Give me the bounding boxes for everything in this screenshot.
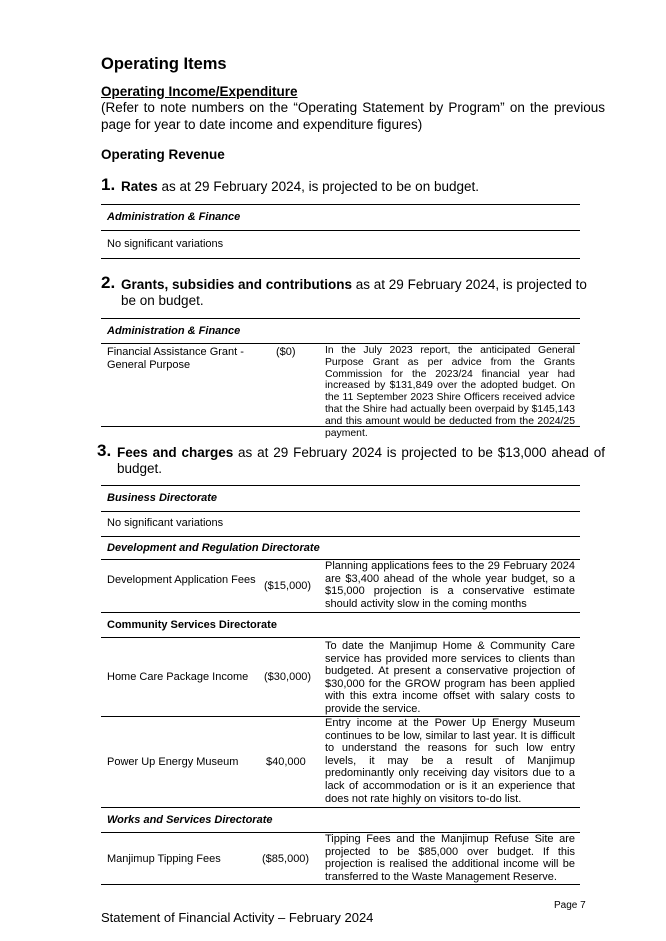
category-label: Administration & Finance [107, 211, 241, 223]
line-item-description: In the July 2023 report, the anticipated General Purpose Grant as per advice from the Grants Commission for the 2023/24 financial year had increased by $131,849 over the adopted budget. On the 11 September 2023 Shire Officers received advice that the Shire had actually been overpaid by $145,143 and this amount would be deducted from the 2024/25 payment. [325, 345, 575, 439]
line-item-amount: ($85,000) [262, 853, 310, 865]
page-number: Page 7 [554, 900, 586, 911]
line-item-name: Development Application Fees [107, 574, 256, 586]
line-item-amount: ($30,000) [264, 671, 312, 683]
category-label: Administration & Finance [107, 325, 241, 337]
section-text: as at 29 February 2024 is projected to be $13,000 ahead of budget. [117, 445, 605, 476]
line-item-name: Manjimup Tipping Fees [107, 853, 221, 865]
no-variations-note: No significant variations [107, 517, 224, 529]
table-rule [101, 230, 580, 231]
line-item-name: Financial Assistance Grant - General Purpose [107, 346, 244, 371]
section-number: 3. [97, 441, 112, 460]
section-number: 1. [101, 175, 116, 194]
section-2-heading [101, 273, 605, 309]
revenue-heading: Operating Revenue [101, 147, 225, 162]
line-item-description: Planning applications fees to the 29 February 2024 are $3,400 ahead of the whole year budget, so a $15,000 projection is a conservative estimate should activity slow in the coming months [325, 560, 575, 610]
table-rule [101, 637, 580, 638]
subheading: Operating Income/Expenditure [101, 84, 298, 99]
line-item-name: Power Up Energy Museum [107, 756, 239, 768]
table-rule [101, 343, 580, 344]
section-3-heading [97, 441, 605, 477]
category-label: Development and Regulation Directorate [107, 542, 320, 554]
table-rule [101, 258, 580, 259]
section-number: 2. [101, 273, 116, 292]
page-heading: Operating Items [101, 55, 227, 73]
intro-text: (Refer to note numbers on the “Operating Statement by Program” on the previous page for year to date income and expenditure figures) [101, 100, 605, 132]
line-item-description: Tipping Fees and the Manjimup Refuse Site are projected to be $85,000 over budget. If this projection is realised the additional income will be transferred to the Waste Management Reserve. [325, 833, 575, 883]
table-rule [101, 807, 580, 808]
table-rule [101, 485, 580, 486]
line-item-amount: ($0) [276, 346, 296, 358]
line-item-description: To date the Manjimup Home & Community Care service has provided more services to clients than budgeted. At present a conservative projection of $30,000 for the GROW program has been applied with this extra income offset with salary costs to provide the service. [325, 640, 575, 715]
section-title: Rates [121, 179, 158, 194]
section-title: Grants, subsidies and contributions [121, 277, 353, 292]
table-rule [101, 511, 580, 512]
table-rule [101, 318, 580, 319]
table-rule [101, 884, 580, 885]
line-item-amount: $40,000 [266, 756, 306, 768]
table-rule [101, 204, 580, 205]
table-rule [101, 536, 580, 537]
no-variations-note: No significant variations [107, 238, 224, 250]
section-title: Fees and charges [117, 445, 234, 460]
category-label: Works and Services Directorate [107, 814, 273, 826]
footer-text: Statement of Financial Activity – February 2024 [101, 910, 374, 925]
table-rule [101, 426, 580, 427]
category-label: Community Services Directorate [107, 619, 277, 631]
table-rule [101, 612, 580, 613]
line-item-description: Entry income at the Power Up Energy Museum continues to be low, similar to last year. It is difficult to understand the reasons for such low entry levels, it may be a result of Manjimup predominantly only receiving day visitors due to a lack of accommodation or is it an experience that does not rate highly on visitors to-do list. [325, 717, 575, 805]
section-text: as at 29 February 2024, is projected to be on budget. [157, 179, 479, 194]
section-text: as at 29 February 2024, is projected to be on budget. [121, 277, 587, 308]
category-label: Business Directorate [107, 492, 218, 504]
line-item-amount: ($15,000) [264, 580, 312, 592]
section-1-heading [101, 175, 605, 195]
line-item-name: Home Care Package Income [107, 671, 249, 683]
